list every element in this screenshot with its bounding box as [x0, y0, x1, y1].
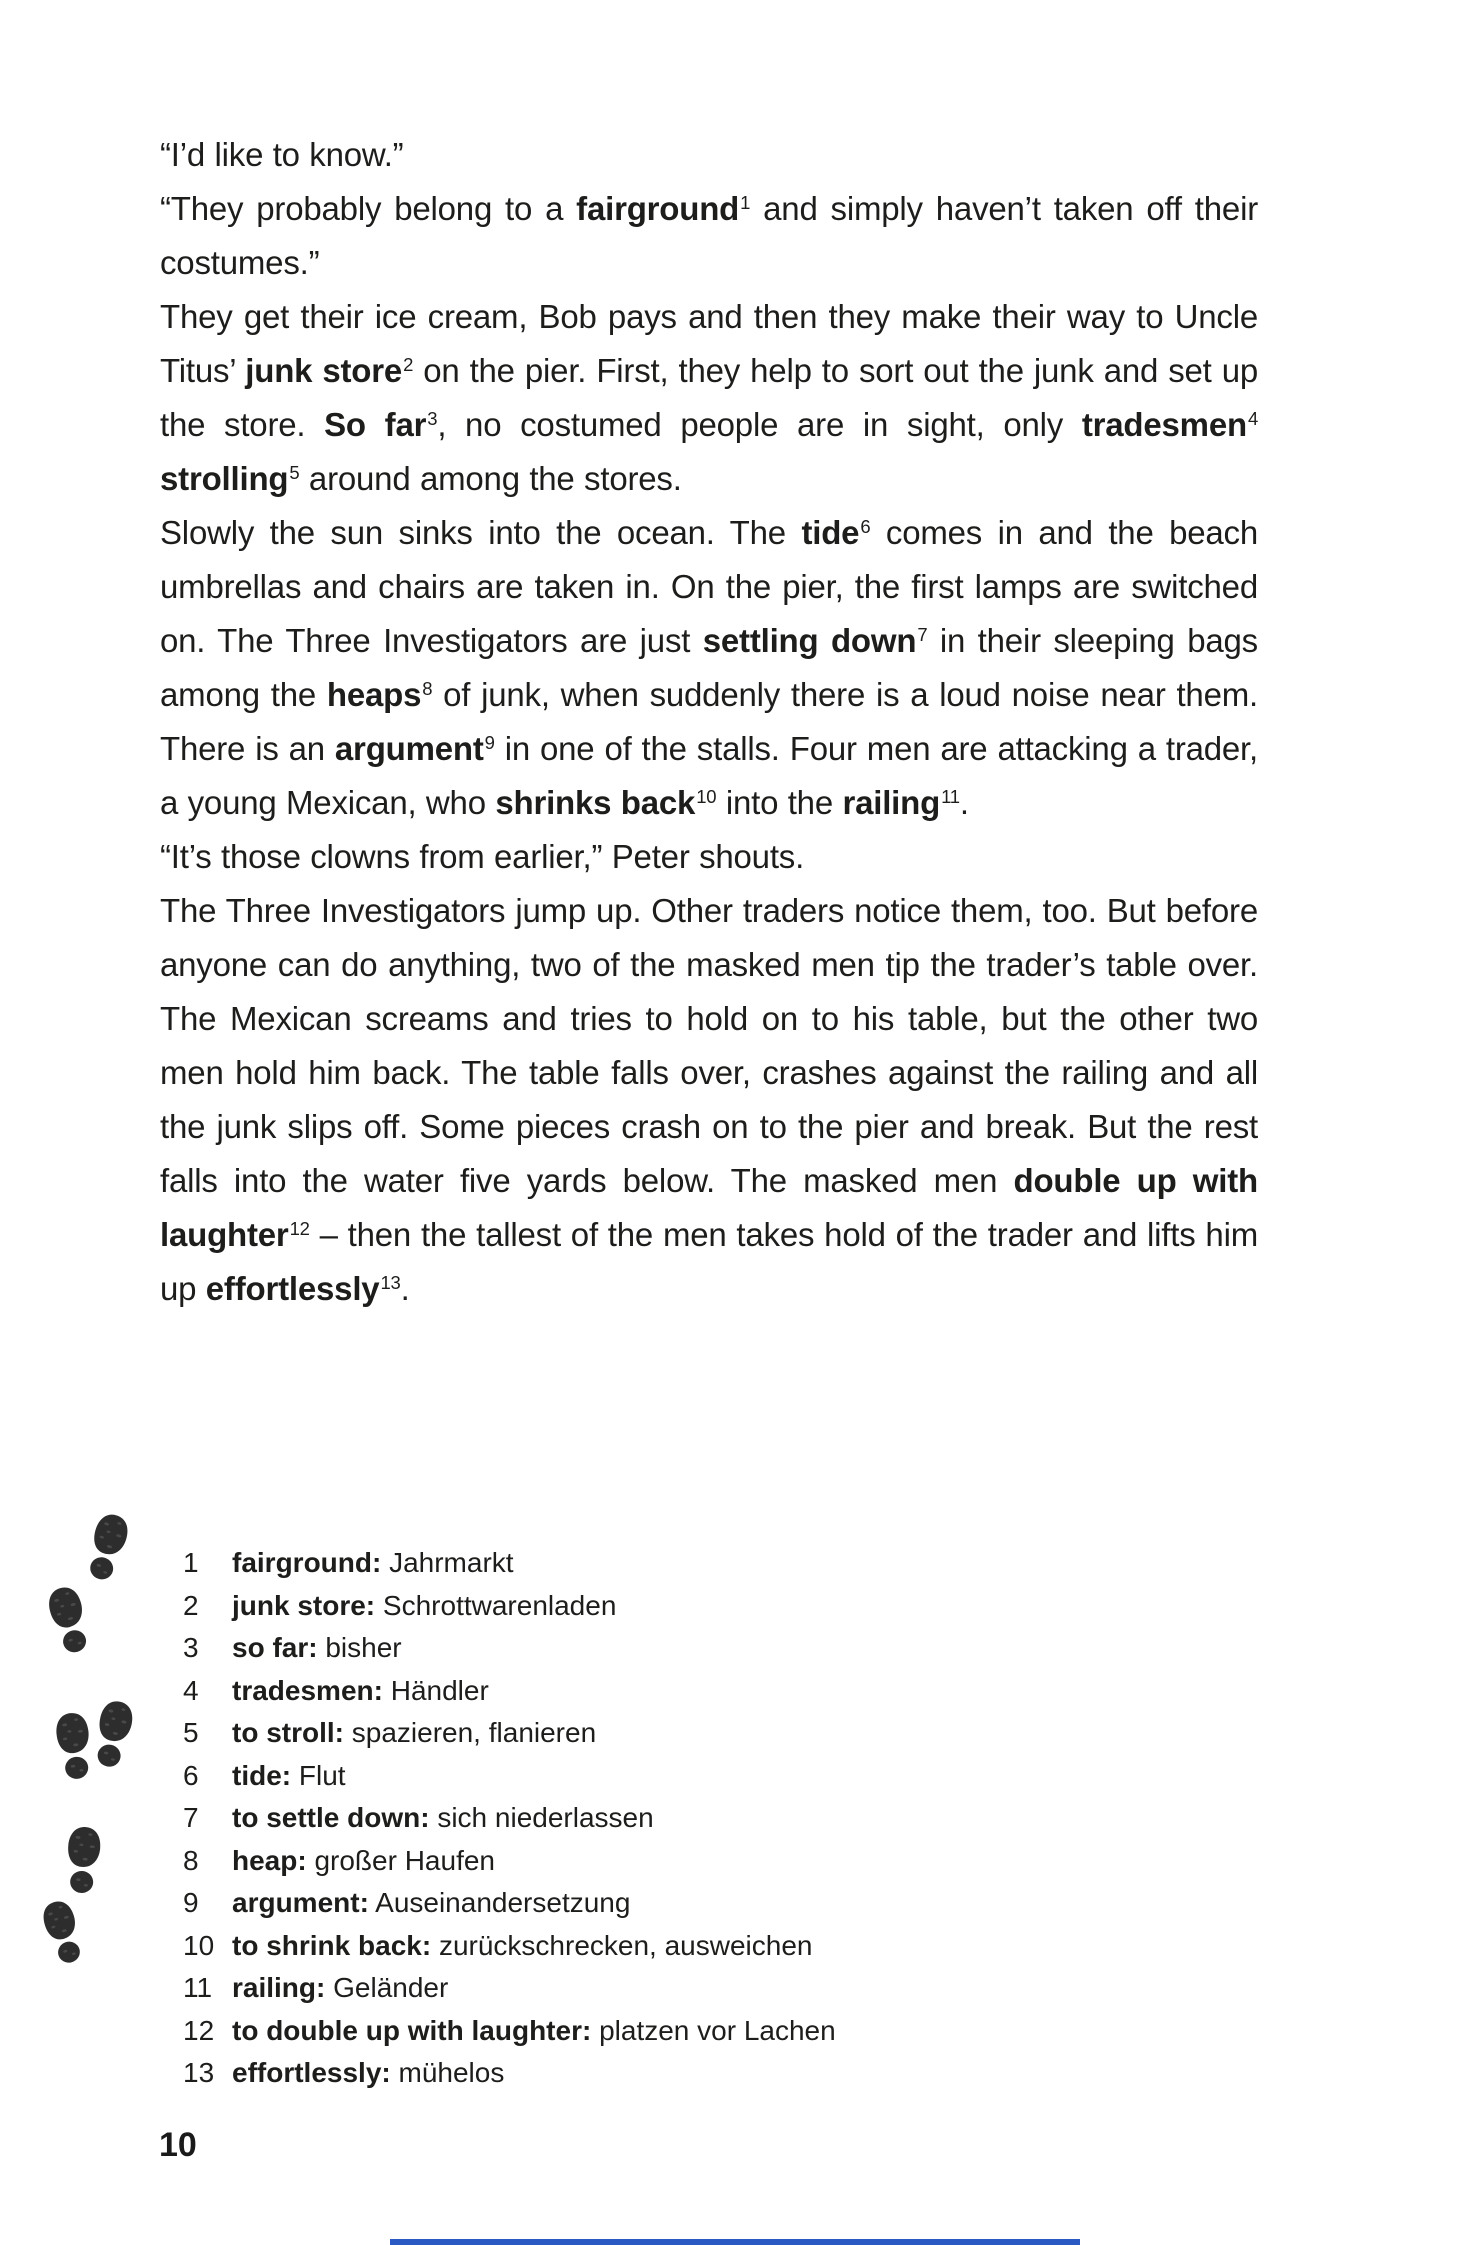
vocabulary-word: junk store: [245, 352, 403, 389]
vocabulary-word: double up with laughter: [160, 1162, 1258, 1253]
footnote-reference: 7: [917, 623, 928, 645]
footnote-number: 9: [183, 1887, 199, 1918]
story-text-segment: Slowly the sun sinks into the ocean. The: [160, 514, 802, 551]
story-text-segment: into the: [716, 784, 843, 821]
footnote-translation: bisher: [317, 1632, 402, 1663]
footnote-translation: Auseinandersetzung: [368, 1887, 631, 1918]
footnote-reference: 12: [289, 1217, 310, 1239]
footnote-translation: Flut: [291, 1759, 346, 1791]
footnote-translation: Händler: [382, 1674, 489, 1706]
story-text-segment: in one of the stalls. Four men are attacking a trader, a young Mexican, who: [160, 730, 1258, 821]
footnote-reference: 9: [484, 731, 495, 753]
footnote-item: [183, 1542, 1183, 1585]
footnote-translation: spazieren, flanieren: [344, 1717, 597, 1748]
vocabulary-word: So far: [324, 406, 427, 443]
story-text-segment: They get their ice cream, Bob pays and then they make their way to Uncle Titus’: [160, 298, 1258, 389]
vocabulary-word: railing: [842, 784, 941, 821]
footnote-number: 1: [183, 1547, 199, 1578]
footnote-reference: 4: [1247, 407, 1259, 429]
footnote-number: 3: [183, 1632, 199, 1663]
footnote-item: [183, 1925, 1183, 1968]
footnote-term: tradesmen:: [232, 1674, 383, 1706]
footnote-translation: großer Haufen: [306, 1844, 496, 1876]
footnote-number: 11: [183, 1972, 213, 2003]
footnote-number: 6: [183, 1759, 199, 1791]
story-text-segment: and simply haven’t taken off their costumes.”: [160, 190, 1258, 281]
footnote-term: junk store:: [232, 1589, 376, 1621]
vocabulary-word: settling down: [702, 622, 917, 659]
footnote-item: [183, 1585, 1183, 1628]
footnote-item: [183, 1840, 1183, 1883]
footnote-number: 7: [183, 1802, 199, 1833]
footnote-number: 12: [183, 2014, 215, 2046]
footnote-number: 10: [183, 1929, 215, 1961]
story-text-segment: , no costumed people are in sight, only: [437, 406, 1082, 443]
footprint-icon: [62, 1826, 104, 1901]
story-paragraph: [160, 830, 1258, 884]
footprint-icon: [92, 1700, 134, 1775]
footnote-item: [183, 1627, 1183, 1670]
story-text-segment: The Three Investigators jump up. Other traders notice them, too. But before anyone can do anything, two of the masked men tip the trader’s table over. The Mexican screams and tries to hold on to his table, but the other two men hold him back. The table falls over, crashes against the railing and all the junk slips off. Some pieces crash on to the pier and break. But the rest falls into the water five yards below. The masked men: [160, 892, 1258, 1199]
vocabulary-word: tradesmen: [1081, 406, 1247, 443]
vocabulary-word: heaps: [326, 676, 422, 713]
vocabulary-word: strolling: [160, 460, 289, 497]
footnote-reference: 8: [422, 677, 433, 699]
vocabulary-word: fairground: [576, 190, 740, 227]
footnote-term: to shrink back:: [232, 1929, 432, 1961]
footnote-number: 8: [183, 1844, 199, 1876]
footnote-item: [183, 1712, 1183, 1755]
vocabulary-word: tide: [801, 514, 860, 551]
story-text-segment: .: [400, 1270, 410, 1307]
story-text-segment: in their sleeping bags among the: [160, 622, 1258, 713]
footnote-term: railing:: [232, 1972, 326, 2003]
footnote-reference: 11: [941, 785, 960, 807]
footnote-reference: 2: [403, 353, 414, 375]
footprint-icon: [48, 1586, 90, 1661]
story-text-segment: “I’d like to know.”: [160, 136, 404, 173]
footnote-translation: platzen vor Lachen: [591, 2014, 836, 2046]
story-text-segment: on the pier. First, they help to sort out the junk and set up the store.: [160, 352, 1258, 443]
footnote-number: 4: [183, 1674, 199, 1706]
story-text-segment: of junk, when suddenly there is a loud noise near them. There is an: [160, 676, 1258, 767]
footnote-item: [183, 1967, 1183, 2010]
story-text-segment: – then the tallest of the men takes hold of the trader and lifts him up: [160, 1216, 1258, 1307]
page-number: 10: [159, 2126, 197, 2164]
bottom-accent-bar: [390, 2239, 1080, 2245]
footnote-number: 5: [183, 1717, 199, 1748]
footnote-translation: Geländer: [325, 1972, 449, 2003]
footnote-term: to double up with laughter:: [232, 2014, 592, 2046]
vocabulary-word: argument: [334, 730, 484, 767]
footnote-term: tide:: [232, 1759, 292, 1791]
footnote-term: effortlessly:: [232, 2057, 391, 2088]
footnote-item: [183, 1755, 1183, 1798]
story-text-segment: comes in and the beach umbrellas and chairs are taken in. On the pier, the first lamps are switched on. The Three Investigators are just: [160, 514, 1259, 659]
footnote-number: 2: [183, 1589, 199, 1621]
footnote-item: [183, 2052, 1183, 2095]
story-paragraph: [160, 290, 1258, 506]
footnote-translation: Jahrmarkt: [381, 1547, 514, 1578]
footnote-reference: 3: [427, 407, 438, 429]
story-paragraph: [160, 182, 1258, 290]
vocabulary-word: effortlessly: [205, 1270, 380, 1307]
footnote-item: [183, 1797, 1183, 1840]
story-paragraph: [160, 884, 1258, 1316]
footnote-term: to stroll:: [232, 1717, 344, 1748]
footnote-number: 13: [183, 2057, 215, 2088]
footnote-reference: 13: [380, 1271, 401, 1293]
vocabulary-word: shrinks back: [495, 784, 696, 821]
story-text-segment: .: [959, 784, 969, 821]
vocabulary-footnotes: [183, 1542, 1183, 2095]
footnote-translation: sich niederlassen: [429, 1802, 654, 1833]
story-paragraph: [160, 506, 1258, 830]
footnote-translation: zurückschrecken, ausweichen: [431, 1929, 813, 1961]
footnote-translation: Schrottwarenladen: [375, 1589, 617, 1621]
footnote-term: heap:: [232, 1844, 307, 1876]
footnote-translation: mühelos: [390, 2057, 505, 2088]
story-text: [160, 128, 1258, 1316]
footnote-reference: 1: [740, 191, 751, 213]
footnote-item: [183, 1882, 1183, 1925]
footnote-term: argument:: [232, 1887, 369, 1918]
story-text-segment: “It’s those clowns from earlier,” Peter shouts.: [160, 838, 805, 875]
footnote-reference: 5: [289, 461, 300, 483]
footnote-term: so far:: [232, 1632, 318, 1663]
footnote-item: [183, 2010, 1183, 2053]
footnote-term: fairground:: [232, 1547, 382, 1578]
story-text-segment: “They probably belong to a: [160, 190, 577, 227]
story-text-segment: around among the stores.: [299, 460, 682, 497]
footnote-reference: 6: [860, 515, 871, 537]
footprint-icon: [86, 1513, 128, 1588]
footprint-icon: [43, 1900, 83, 1971]
footnote-term: to settle down:: [232, 1802, 430, 1833]
footnote-item: [183, 1670, 1183, 1713]
story-paragraph: [160, 128, 1258, 182]
footnote-reference: 10: [696, 785, 717, 807]
